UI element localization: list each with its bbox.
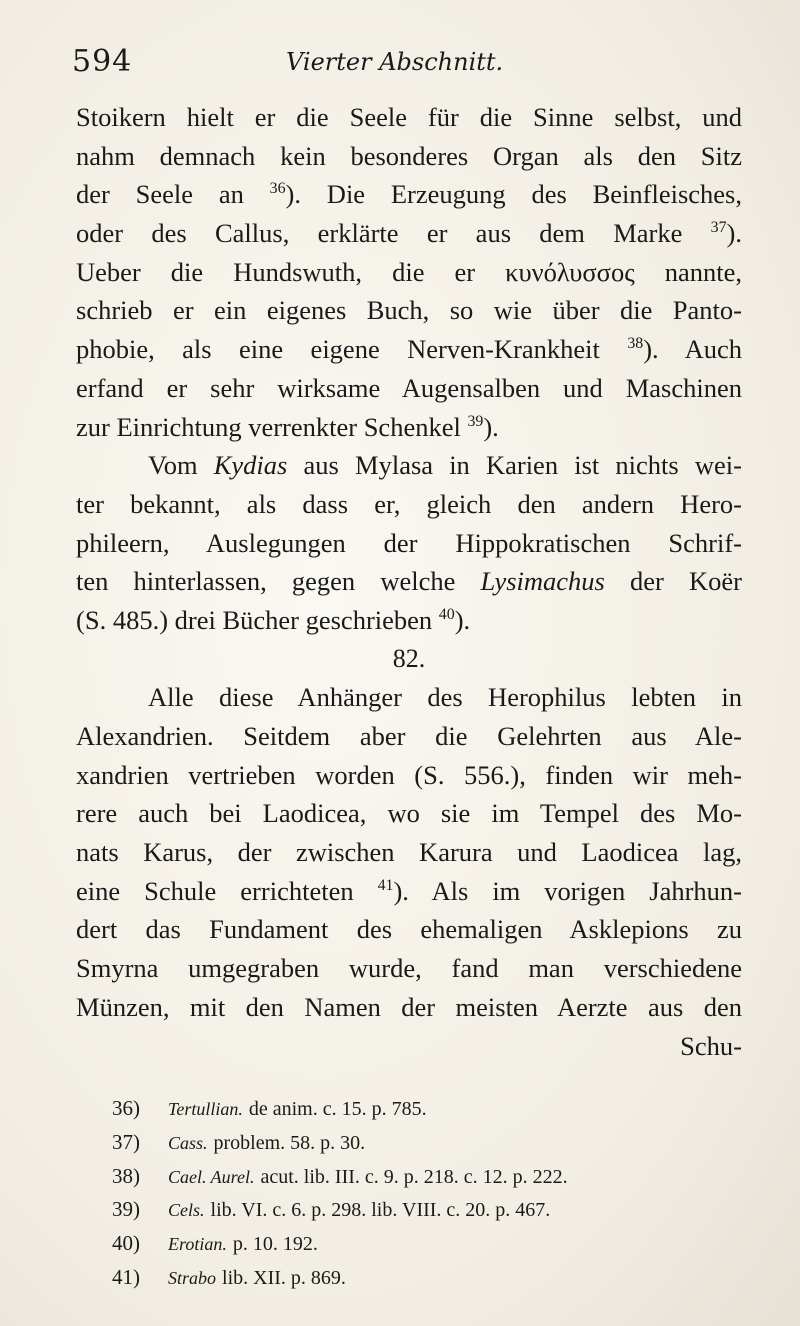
footnotes: [112, 1092, 752, 1295]
footnote-ref: 38: [627, 335, 644, 353]
text-line: Münzen, mit den Namen der meisten Aerzte aus den: [76, 991, 742, 1022]
footnote: 39) Cels. lib. VI. c. 6. p. 298. lib. VIII. c. 20. p. 467.: [112, 1197, 551, 1222]
text-line: rere auch bei Laodicea, wo sie im Tempel des Mo-: [76, 798, 742, 829]
footnote-ref: 39: [467, 412, 484, 430]
text-line: dert das Fundament des ehemaligen Asklepions zu: [76, 914, 742, 945]
person-name: Kydias: [213, 450, 288, 481]
footnote-ref: 40: [438, 606, 455, 624]
footnote-ref: 36: [269, 180, 286, 198]
text-line: nats Karus, der zwischen Karura und Laodicea lag,: [76, 837, 742, 868]
page-number: 594: [72, 44, 133, 79]
text-line: Stoikern hielt er die Seele für die Sinne selbst, und: [76, 102, 742, 132]
text-line: zur Einrichtung verrenkter Schenkel $^{39}$).: [76, 411, 499, 442]
text-line: erfand er sehr wirksame Augensalben und Maschinen: [76, 372, 742, 403]
text-line: Alle diese Anhänger des Herophilus lebten in: [148, 682, 742, 713]
running-head: Vierter Abschnitt.: [286, 48, 504, 76]
footnote: 36) Tertullian. de anim. c. 15. p. 785.: [112, 1096, 427, 1120]
footnote-ref: 41: [377, 876, 394, 894]
footnote: 40) Erotian. p. 10. 192.: [112, 1231, 318, 1256]
text-line: Alexandrien. Seitdem aber die Gelehrten aus Ale-: [76, 721, 742, 751]
person-name: Lysimachus: [480, 566, 605, 597]
text-line: Vom Kydias aus Mylasa in Karien ist nichts wei-: [148, 450, 742, 481]
footnote: 38) Cael. Aurel. acut. lib. III. c. 9. p. 218. c. 12. p. 222.: [112, 1163, 568, 1188]
text-line: xandrien vertrieben worden (S. 556.), finden wir meh-: [76, 759, 742, 790]
text-line: (S. 485.) drei Bücher geschrieben $^{40}$).: [76, 604, 471, 635]
page-header: [72, 44, 752, 84]
text-line: ter bekannt, als dass er, gleich den andern Hero-: [76, 488, 742, 519]
text-line: schrieb er ein eigenes Buch, so wie über die Panto-: [76, 295, 742, 326]
text-line: Smyrna umgegraben wurde, fand man verschiedene: [76, 953, 742, 984]
text-line: oder des Callus, erklärte er aus dem Marke $^{37}$).: [76, 218, 742, 249]
catchword: Schu-: [680, 1030, 742, 1061]
section-number: 82.: [392, 643, 426, 673]
footnote: 37) Cass. problem. 58. p. 30.: [112, 1129, 366, 1154]
text-line: Ueber die Hundswuth, die er κυνόλυσσος nannte,: [76, 256, 742, 287]
text-line: der Seele an $^{36}$). Die Erzeugung des Beinfleisches,: [76, 179, 742, 210]
text-line: phobie, als eine eigene Nerven-Krankheit $^{38}$). Auch: [76, 334, 743, 365]
footnote-ref: 37: [710, 219, 727, 237]
text-line: ten hinterlassen, gegen welche Lysimachus der Koër: [76, 566, 742, 597]
body-text: [76, 98, 742, 1065]
footnote: 41) Strabo lib. XII. p. 869.: [112, 1264, 346, 1289]
text-line: eine Schule errichteten $^{41}$). Als im vorigen Jahrhun-: [76, 875, 742, 906]
text-line: nahm demnach kein besonderes Organ als den Sitz: [76, 140, 742, 171]
text-line: phileern, Auslegungen der Hippokratischen Schrif-: [76, 527, 742, 558]
